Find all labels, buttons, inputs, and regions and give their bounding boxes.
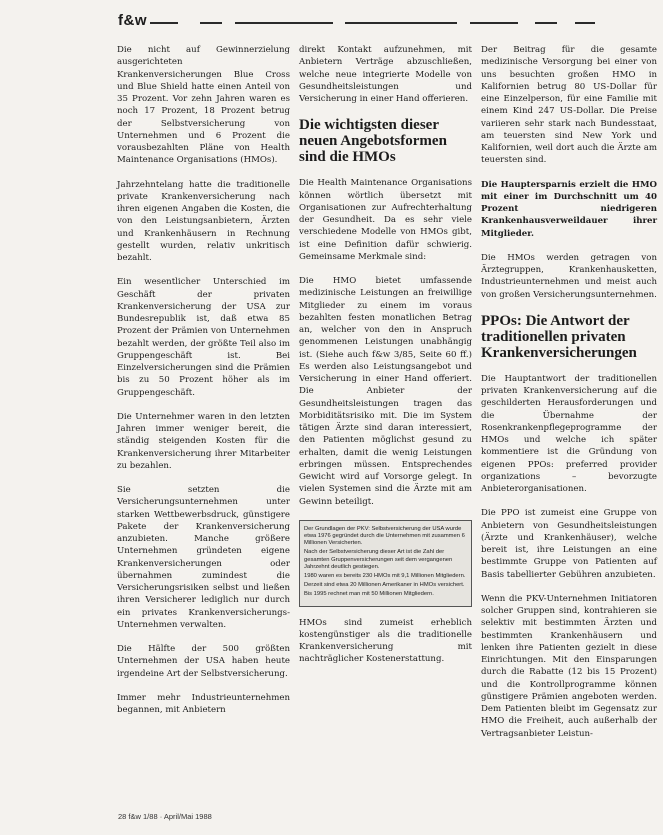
header-rule-5 [470,22,518,24]
paragraph: direkt Kontakt aufzunehmen, mit Anbietern Verträge abzuschließen, welche neue integrierte Modelle von Gesundheitsleistungen und Versicherung in einer Hand offerieren. [299,45,472,104]
box-line: Nach der Selbstversicherung dieser Art ist die Zahl der gesamten Gruppenversicherungen seit dem vergangenen Jahrzehnt deutlich gestiegen. [304,549,453,570]
paragraph: Immer mehr Industrieunternehmen begannen, mit Anbietern [117,692,290,715]
paragraph: Ein wesentlicher Unterschied im Geschäft der privaten Krankenversicherung der USA zur Bundesrepublik ist, daß etwa 85 Prozent der Prämien von Unternehmen bezahlt werden, der größte Teil also im Gruppengeschäft ist. Bei Einzelversicherungen sind die Prämien bis zu 50 Prozent höher als im Gruppengeschäft. [117,277,290,398]
paragraph: Jahrzehntelang hatte die traditionelle private Krankenversicherung nach ihren eigenen Angaben die Kosten, die von den Leistungsanbietern, Ärzten und Krankenhäusern in Rechnung gestellt wurden, relativ unkritisch bezahlt. [117,179,290,263]
paragraph: Die HMOs werden getragen von Ärztegruppen, Krankenhausketten, Industrieunternehmen und meist auch von großen Versicherungsunternehmen. [481,252,657,300]
column-1 [117,44,290,728]
paragraph: Die Hauptantwort der traditionellen privaten Krankenversicherung auf die geschilderten Herausforderungen und die Übernahme der Rosenkrankenpflegeprogramme der HMOs und welche ich später kommentiere ist die Gründung von eigenen PPOs: preferred provider organizations – bevorzugte Anbieterorganisationen. [481,373,657,494]
statistics-box [299,520,472,607]
header-rule-7 [575,22,595,24]
box-line: Bis 1995 rechnet man mit 50 Millionen Mitgliedern. [304,591,434,598]
header-rule-3 [235,22,333,24]
paragraph: Die Unternehmer waren in den letzten Jahren immer weniger bereit, die ständig steigenden Kosten für die Krankenversicherung ihrer Mitarbeiter zu bezahlen. [117,411,290,471]
paragraph: Die HMO bietet umfassende medizinische Leistungen an freiwillige Mitglieder zu einem im voraus bezahlten festen monatlichen Betrag an, welcher von den in Anspruch genommenen Leistungen unabhängig ist. (Siehe auch f&w 3/85, Seite 60 ff.) Es werden also Leistungsangebot und Versicherung in einer Hand offeriert. Die Anbieter der Gesundheitsleistungen tragen das Morbiditätsrisiko mit. Die im System tätigen Ärzte sind daran interessiert, den Patienten möglichst gesund zu erhalten, damit die wenig Leistungen erbringen müssen. Entsprechendes Gewicht wird auf Vorsorge gelegt. In vielen Systemen sind die Ärzte mit am Gewinn beteiligt. [299,276,472,507]
header-rule-1 [150,22,178,24]
paragraph: Die Hälfte der 500 größten Unternehmen der USA haben heute irgendeine Art der Selbstversicherung. [117,644,290,679]
paragraph: Der Beitrag für die gesamte medizinische Versorgung bei einer von uns besuchten großen HMO in Kalifornien betrug 80 US-Dollar für eine Einzelperson, für eine Familie mit einem Kind 247 US-Dollar. Die Preise variieren sehr stark nach Bundesstaat, am teuersten sind New York und Kalifornien, weil dort auch die Ärzte am teuersten sind. [481,45,657,166]
paragraph: Wenn die PKV-Unternehmen Initiatoren solcher Gruppen sind, kontrahieren sie selektiv mit bestimmten Ärzten und bestimmten Krankenhäusern und lenken ihre Patienten gezielt in diese Einrichtungen. Mit den Einsparungen durch die Rabatte (12 bis 15 Prozent) und die Kontrollprogramme können günstigere Prämien angeboten werden. Dem Patienten bleibt im Gegensatz zur HMO die Freiheit, auch außerhalb der Vertragsanbieter Leistun- [481,593,657,739]
bold-text: Die Hauptersparnis erzielt die HMO mit einer im Durchschnitt um 40 Prozent niedrigeren Krankenhausverweildauer ihrer Mitglieder. [481,179,657,239]
header-rule-2 [200,22,222,24]
section-heading-hmo: Die wichtigsten dieser neuen Angebotsformen sind die HMOs [299,117,447,166]
paragraph: Die PPO ist zumeist eine Gruppe von Anbietern von Gesundheitsleistungen (Ärzte und Krankenhäuser), welche bereit ist, ihre Leistungen an eine bestimmte Gruppe von Patienten auf Basis tabellierter Gebühren anzubieten. [481,508,657,580]
paragraph: HMOs sind zumeist erheblich kostengünstiger als die traditionelle Krankenversicherung mit nachträglicher Kostenerstattung. [299,617,472,665]
paragraph-bold [481,179,657,240]
masthead: f&w [118,12,147,29]
section-heading-ppo: PPOs: Die Antwort der traditionellen privaten Krankenversicherungen [481,312,637,361]
box-line: Der Grundlagen der PKV: Selbstversicherung der USA wurde etwa 1976 gegründet durch die Unternehmen mit zusammen 6 Millionen Versicherten. [304,525,465,547]
paragraph: Sie setzten die Versicherungsunternehmen unter starken Wettbewerbsdruck, günstigere Pakete der Krankenversicherung anzubieten. Manche größere Unternehmen gründeten eigene Krankenversicherungen oder übernahmen zumindest die Versicherungsrisiken selbst und ließen ihren Versicherer lediglich nur durch ein privates Krankenversicherungs-Unternehmen verwalten. [117,485,290,630]
header-rule-4 [345,22,457,24]
box-line: 1980 waren es bereits 230 HMOs mit 9,1 Millionen Mitgliedern. [304,572,466,579]
box-line: Derzeit sind etwa 20 Millionen Amerikaner in HMOs versichert. [304,582,465,589]
paragraph: Die nicht auf Gewinnerzielung ausgerichteten Krankenversicherungen Blue Cross und Blue Shield hatte einen Anteil von 35 Prozent. Vor zehn Jahren waren es noch 17 Prozent, 18 Prozent betrug der Selbstversicherung von Unternehmen und 6 Prozent die vorausbezahlten Pläne von Health Maintenance Organisations (HMOs). [117,45,290,166]
header-rule-6 [535,22,557,24]
paragraph: Die Health Maintenance Organisations können wörtlich übersetzt mit Organisationen zur Aufrechterhaltung der Gesundheit. Da es sehr viele verschiedene Modelle von HMOs gibt, ist eine Definition dafür schwierig. Gemeinsame Merkmale sind: [299,178,472,262]
page-footer: 28 f&w 1/88 · April/Mai 1988 [118,812,212,821]
column-2 [299,44,472,678]
column-3 [481,44,657,752]
